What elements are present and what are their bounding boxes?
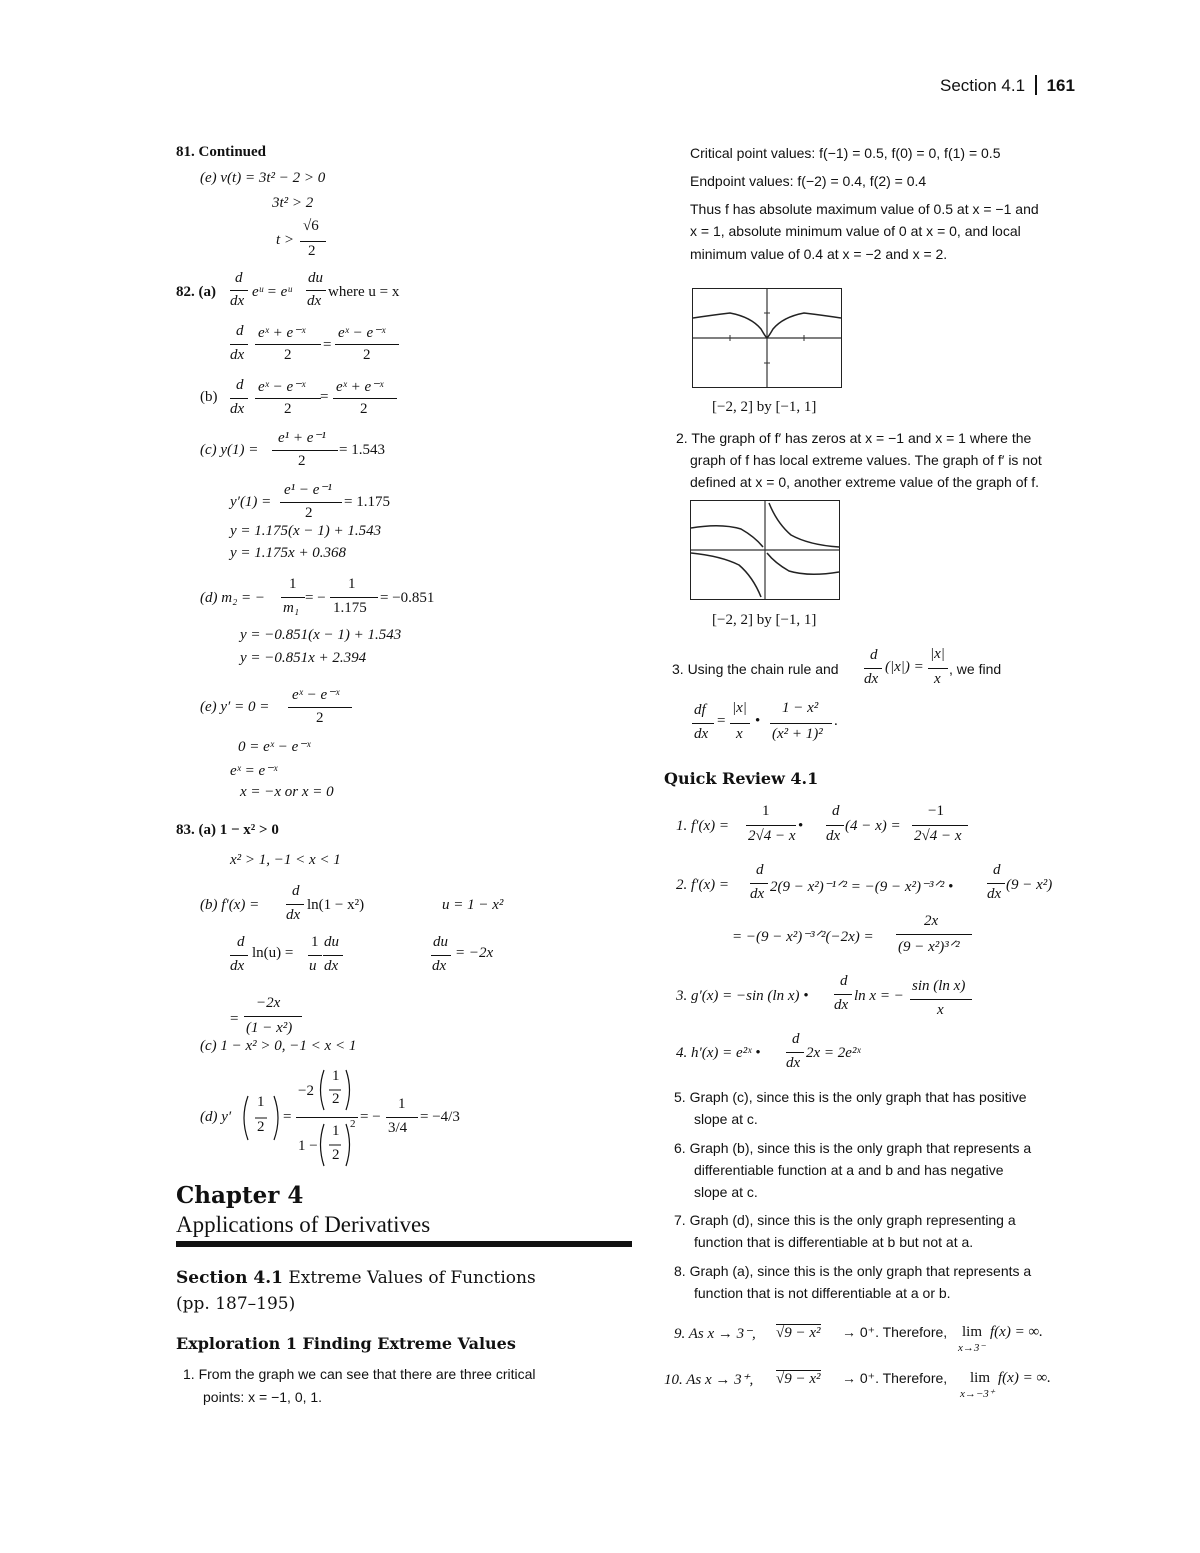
fraction-numerator: eˣ − e⁻ˣ — [258, 379, 306, 395]
p82-d-lhs: (d) m₂ = − — [200, 590, 266, 606]
fraction-bar — [770, 723, 832, 724]
fraction-denominator: 2 — [298, 453, 306, 469]
equals-sign: = − — [360, 1109, 381, 1125]
d-numerator: d — [756, 862, 764, 878]
qr8-line1: 8. Graph (a), since this is the only graph that represents a — [674, 1263, 1032, 1279]
qr6-line3: slope at c. — [694, 1184, 758, 1200]
fraction-numerator: eˣ − e⁻ˣ — [338, 325, 386, 341]
qr10-lim: lim — [970, 1370, 991, 1386]
fraction-bar — [300, 241, 326, 242]
d-numerator: d — [236, 377, 244, 393]
p81-e-line3: t > — [276, 232, 295, 248]
dx-denominator: dx — [826, 828, 841, 844]
du-numerator: du — [308, 270, 323, 286]
qr2-mid: 2(9 − x²)⁻¹ᐟ² = −(9 − x²)⁻³ᐟ² • — [770, 879, 954, 895]
p83-b-lhs: (b) f′(x) = — [200, 897, 260, 913]
fraction-bar — [230, 344, 248, 345]
header-section: Section 4.1 — [940, 75, 1026, 95]
fraction-numerator: 2x — [924, 913, 939, 929]
qr10-tail: f(x) = ∞. — [998, 1370, 1051, 1386]
fraction-numerator: eˣ + e⁻ˣ — [258, 325, 306, 341]
du-numerator: du — [433, 934, 448, 950]
fraction-numerator: |x| — [732, 700, 747, 716]
fraction-bar — [323, 955, 343, 956]
fraction-numerator: 1 — [332, 1068, 340, 1084]
fraction-numerator: eˣ − e⁻ˣ — [292, 687, 340, 703]
p83-d-num-coef: −2 — [298, 1083, 314, 1099]
fraction-bar — [928, 668, 948, 669]
critical-point-values: Critical point values: f(−1) = 0.5, f(0) = 0, f(1) = 0.5 — [690, 145, 1001, 161]
fraction-numerator: e¹ + e⁻¹ — [278, 430, 326, 446]
fraction-bar — [286, 904, 304, 905]
fraction-denominator: 2√4 − x — [914, 828, 962, 844]
fraction-bar — [431, 955, 451, 956]
dx-denominator: dx — [987, 886, 1002, 902]
p82-d3: y = −0.851x + 2.394 — [240, 650, 367, 666]
qr9-lhs: 9. As x → 3⁻, — [674, 1326, 756, 1342]
fraction-denominator: (x² + 1)² — [772, 726, 823, 742]
p82-e4: x = −x or x = 0 — [240, 784, 334, 800]
qr9-mid: → 0⁺. Therefore, — [842, 1324, 948, 1340]
fraction-denominator: x — [934, 671, 941, 687]
fraction-numerator: 1 — [332, 1123, 340, 1139]
fraction-bar — [272, 450, 338, 451]
du-numerator: du — [324, 934, 339, 950]
p2-line3: defined at x = 0, another extreme value of the graph of f. — [690, 474, 1040, 490]
quick-review-title: Quick Review 4.1 — [664, 769, 819, 788]
p2-line1: 2. The graph of f′ has zeros at x = −1 and x = 1 where the — [676, 430, 1032, 446]
dx-denominator: dx — [286, 907, 301, 923]
p3-text: 3. Using the chain rule and — [672, 661, 839, 677]
qr5-line2: slope at c. — [694, 1111, 758, 1127]
fraction-bar — [864, 668, 882, 669]
dx-denominator: dx — [432, 958, 447, 974]
p82-e-lhs: (e) y′ = 0 = — [200, 699, 270, 715]
d-numerator: d — [235, 270, 243, 286]
p81-denominator: 2 — [308, 243, 316, 259]
fraction-bar — [280, 502, 342, 503]
equals-sign: = — [323, 337, 332, 353]
fraction-numerator: 1 — [311, 934, 319, 950]
fraction-denominator: 3/4 — [388, 1120, 408, 1136]
fraction-bar — [296, 1117, 358, 1118]
dx-denominator: dx — [694, 726, 709, 742]
part-b-label: (b) — [200, 389, 218, 405]
p83-c: (c) 1 − x² > 0, −1 < x < 1 — [200, 1038, 357, 1054]
exploration-title: Exploration 1 Finding Extreme Values — [176, 1334, 516, 1353]
dx-denominator: dx — [230, 347, 245, 363]
fraction-numerator: eˣ + e⁻ˣ — [336, 379, 384, 395]
problem-83-a — [176, 822, 279, 839]
fraction-numerator: |x| — [930, 646, 945, 662]
fraction-numerator: sin (ln x) — [912, 978, 966, 994]
p82-c4: y = 1.175x + 0.368 — [230, 545, 347, 561]
df-numerator: df — [694, 702, 706, 718]
fraction-bar — [750, 883, 768, 884]
fraction-bar — [244, 1016, 302, 1017]
problem-81-title: 81. Continued — [176, 144, 267, 160]
chapter-subtitle: Applications of Derivatives — [176, 1212, 431, 1237]
qr9-lim: lim — [962, 1324, 983, 1340]
fraction-bar — [255, 398, 321, 399]
qr9-tail: f(x) = ∞. — [990, 1324, 1043, 1340]
fraction-denominator: (9 − x²)³ᐟ² — [898, 939, 960, 955]
conclusion-line3: minimum value of 0.4 at x = −2 and x = 2. — [690, 246, 948, 262]
problem-82-label: 82. (a) — [176, 284, 216, 300]
page-number: 161 — [1046, 75, 1075, 95]
graph-f-caption: [−2, 2] by [−1, 1] — [712, 399, 817, 415]
fraction-bar — [230, 290, 248, 291]
qr10-lim-sub: x→−3⁺ — [960, 1388, 995, 1400]
qr7-line2: function that is differentiable at b but not at a. — [694, 1234, 974, 1250]
p82-a-expression: eᵘ = eᵘ — [252, 284, 292, 300]
p81-e-line1: (e) v(t) = 3t² − 2 > 0 — [200, 170, 326, 186]
fraction-bar — [987, 883, 1005, 884]
qr2-lhs: 2. f′(x) = — [676, 877, 729, 893]
p82-d-result: = −0.851 — [380, 590, 435, 606]
p3-abs-x: (|x|) = — [885, 659, 924, 675]
p83-d-den-prefix: 1 − — [298, 1138, 318, 1154]
fraction-numerator: e¹ − e⁻¹ — [284, 482, 332, 498]
graph-f-window — [692, 288, 842, 388]
p83-b2-result: = −2x — [455, 945, 494, 961]
fraction-bar — [910, 999, 972, 1000]
qr3-mid: ln x = − — [854, 988, 904, 1004]
fraction-denominator: (1 − x²) — [246, 1020, 293, 1036]
bullet-operator: • — [798, 818, 804, 834]
graph-fprime-plot — [691, 501, 839, 599]
fraction-bar — [912, 825, 968, 826]
qr1-lhs: 1. f′(x) = — [676, 818, 729, 834]
d-numerator: d — [832, 803, 840, 819]
fraction-denominator: x — [736, 726, 743, 742]
fraction-bar — [308, 955, 322, 956]
fraction-bar — [746, 825, 796, 826]
dx-denominator: dx — [230, 293, 245, 309]
fraction-denominator: 2 — [332, 1147, 340, 1163]
qr10-mid: → 0⁺. Therefore, — [842, 1370, 948, 1386]
p82-c-lhs: (c) y(1) = — [200, 442, 259, 458]
d-numerator: d — [840, 973, 848, 989]
fraction-bar — [306, 290, 326, 291]
d-numerator: d — [792, 1031, 800, 1047]
qr2b-lhs: = −(9 − x²)⁻³ᐟ²(−2x) = — [732, 929, 874, 945]
fraction-denominator: 1.175 — [333, 600, 367, 616]
dx-denominator: dx — [324, 958, 339, 974]
fraction-numerator: 1 — [289, 576, 297, 592]
qr9-lim-sub: x→3⁻ — [958, 1342, 986, 1354]
dx-denominator: dx — [230, 958, 245, 974]
p82-c2-result: = 1.175 — [344, 494, 390, 510]
fraction-denominator: 2 — [284, 347, 292, 363]
fraction-denominator: 2 — [305, 505, 313, 521]
equals-sign: = — [320, 389, 329, 405]
p83-b2-ln: ln(u) = — [252, 945, 294, 961]
section-number: Section 4.1 — [176, 1268, 283, 1288]
fraction-bar — [335, 344, 399, 345]
running-header — [940, 75, 1075, 98]
p82-c2-lhs: y′(1) = — [230, 494, 272, 510]
qr7-line1: 7. Graph (d), since this is the only graph representing a — [674, 1212, 1016, 1228]
endpoint-values: Endpoint values: f(−2) = 0.4, f(2) = 0.4 — [690, 173, 927, 189]
dx-denominator: dx — [230, 401, 245, 417]
graph-fprime-caption: [−2, 2] by [−1, 1] — [712, 612, 817, 628]
d-numerator: d — [993, 862, 1001, 878]
dx-denominator: dx — [307, 293, 322, 309]
qr8-line2: function that is not differentiable at a or b. — [694, 1285, 951, 1301]
equals-sign: = — [230, 1011, 239, 1027]
qr4-lhs: 4. h′(x) = e²ˣ • — [676, 1045, 761, 1061]
fraction-bar — [330, 597, 378, 598]
fraction-denominator: 2 — [257, 1119, 265, 1135]
dx-denominator: dx — [834, 997, 849, 1013]
fraction-bar — [386, 1117, 418, 1118]
exploration-item-1-line1: 1. From the graph we can see that there are three critical — [183, 1366, 536, 1382]
fraction-denominator: 2√4 − x — [748, 828, 796, 844]
qr6-line1: 6. Graph (b), since this is the only graph that represents a — [674, 1140, 1032, 1156]
fraction-bar — [896, 934, 972, 935]
bullet-operator: • — [755, 713, 761, 729]
qr10-lhs: 10. As x → 3⁺, — [664, 1372, 754, 1388]
exploration-item-1-line2: points: x = −1, 0, 1. — [203, 1389, 323, 1405]
section-heading — [176, 1268, 536, 1288]
qr4-tail: 2x = 2e²ˣ — [806, 1045, 861, 1061]
qr6-line2: differentiable function at a and b and has negative — [694, 1162, 1004, 1178]
p2-line2: graph of f has local extreme values. The graph of f′ is not — [690, 452, 1042, 468]
dx-denominator: dx — [750, 886, 765, 902]
qr3-lhs: 3. g′(x) = −sin (ln x) • — [676, 988, 809, 1004]
fraction-numerator: 1 — [257, 1094, 265, 1110]
p82-c3: y = 1.175(x − 1) + 1.543 — [230, 523, 382, 539]
fraction-bar — [230, 398, 248, 399]
d-numerator: d — [870, 647, 878, 663]
qr10-sqrt: √9 − x² — [776, 1371, 821, 1387]
fraction-bar — [255, 344, 321, 345]
d-numerator: d — [236, 323, 244, 339]
fraction-bar — [288, 707, 352, 708]
dx-denominator: dx — [864, 671, 879, 687]
fraction-bar — [281, 597, 305, 598]
fraction-numerator: −2x — [256, 995, 281, 1011]
equals-sign: = − — [305, 590, 326, 606]
p3-tail: , we find — [949, 661, 1002, 677]
period: . — [834, 713, 838, 729]
qr9-sqrt: √9 − x² — [776, 1325, 821, 1341]
section-pages: (pp. 187–195) — [176, 1294, 296, 1314]
p83-b-ln: ln(1 − x²) — [307, 897, 365, 913]
p83-d-result: = −4/3 — [420, 1109, 460, 1125]
qr5-line1: 5. Graph (c), since this is the only graph that has positive — [674, 1089, 1027, 1105]
fraction-bar — [786, 1052, 804, 1053]
fraction-denominator: 2 — [332, 1091, 340, 1107]
graph-fprime-window — [690, 500, 840, 600]
p81-sqrt6: √6 — [303, 218, 319, 234]
p81-e-line2: 3t² > 2 — [272, 195, 314, 211]
qr2-tail: (9 − x²) — [1006, 877, 1053, 893]
qr1-mid: (4 − x) = — [845, 818, 901, 834]
fraction-denominator: x — [937, 1002, 944, 1018]
equals-sign: = — [717, 713, 726, 729]
fraction-numerator: 1 — [348, 576, 356, 592]
graph-f-plot — [693, 289, 841, 387]
p82-e2: 0 = eˣ − e⁻ˣ — [238, 739, 311, 755]
fraction-denominator: 2 — [360, 401, 368, 417]
fraction-bar — [230, 955, 248, 956]
p83-d-lhs: (d) y′ — [200, 1109, 232, 1125]
fraction-bar — [826, 825, 844, 826]
dx-denominator: dx — [786, 1055, 801, 1071]
chapter-rule — [176, 1241, 632, 1247]
equals-sign: = — [283, 1109, 292, 1125]
fraction-bar — [333, 398, 397, 399]
fraction-denominator: u — [309, 958, 317, 974]
fraction-denominator: 2 — [363, 347, 371, 363]
p82-a-note: where u = x — [328, 284, 400, 300]
fraction-numerator: 1 — [762, 803, 770, 819]
fraction-denominator: 2 — [316, 710, 324, 726]
section-title: Extreme Values of Functions — [288, 1268, 536, 1288]
header-divider — [1035, 75, 1037, 95]
p82-c-result: = 1.543 — [339, 442, 385, 458]
fraction-bar — [692, 723, 714, 724]
fraction-denominator: m₁ — [283, 600, 300, 616]
d-numerator: d — [237, 934, 245, 950]
p83-b-sub: u = 1 − x² — [442, 897, 504, 913]
fraction-numerator: 1 − x² — [782, 700, 819, 716]
p82-e3: eˣ = e⁻ˣ — [230, 763, 278, 779]
fraction-bar — [834, 994, 852, 995]
fraction-numerator: −1 — [928, 803, 944, 819]
exponent: 2 — [350, 1118, 356, 1130]
d-numerator: d — [292, 883, 300, 899]
p83-a-text: 83. (a) 1 − x² > 0 — [176, 822, 279, 838]
chapter-title: Chapter 4 — [176, 1182, 304, 1209]
p83-a2: x² > 1, −1 < x < 1 — [230, 852, 341, 868]
p82-d2: y = −0.851(x − 1) + 1.543 — [240, 627, 402, 643]
fraction-numerator: 1 — [398, 1096, 406, 1112]
fraction-bar — [730, 723, 750, 724]
fraction-denominator: 2 — [284, 401, 292, 417]
conclusion-line1: Thus f has absolute maximum value of 0.5 at x = −1 and — [690, 201, 1039, 217]
conclusion-line2: x = 1, absolute minimum value of 0 at x = 0, and local — [690, 223, 1021, 239]
